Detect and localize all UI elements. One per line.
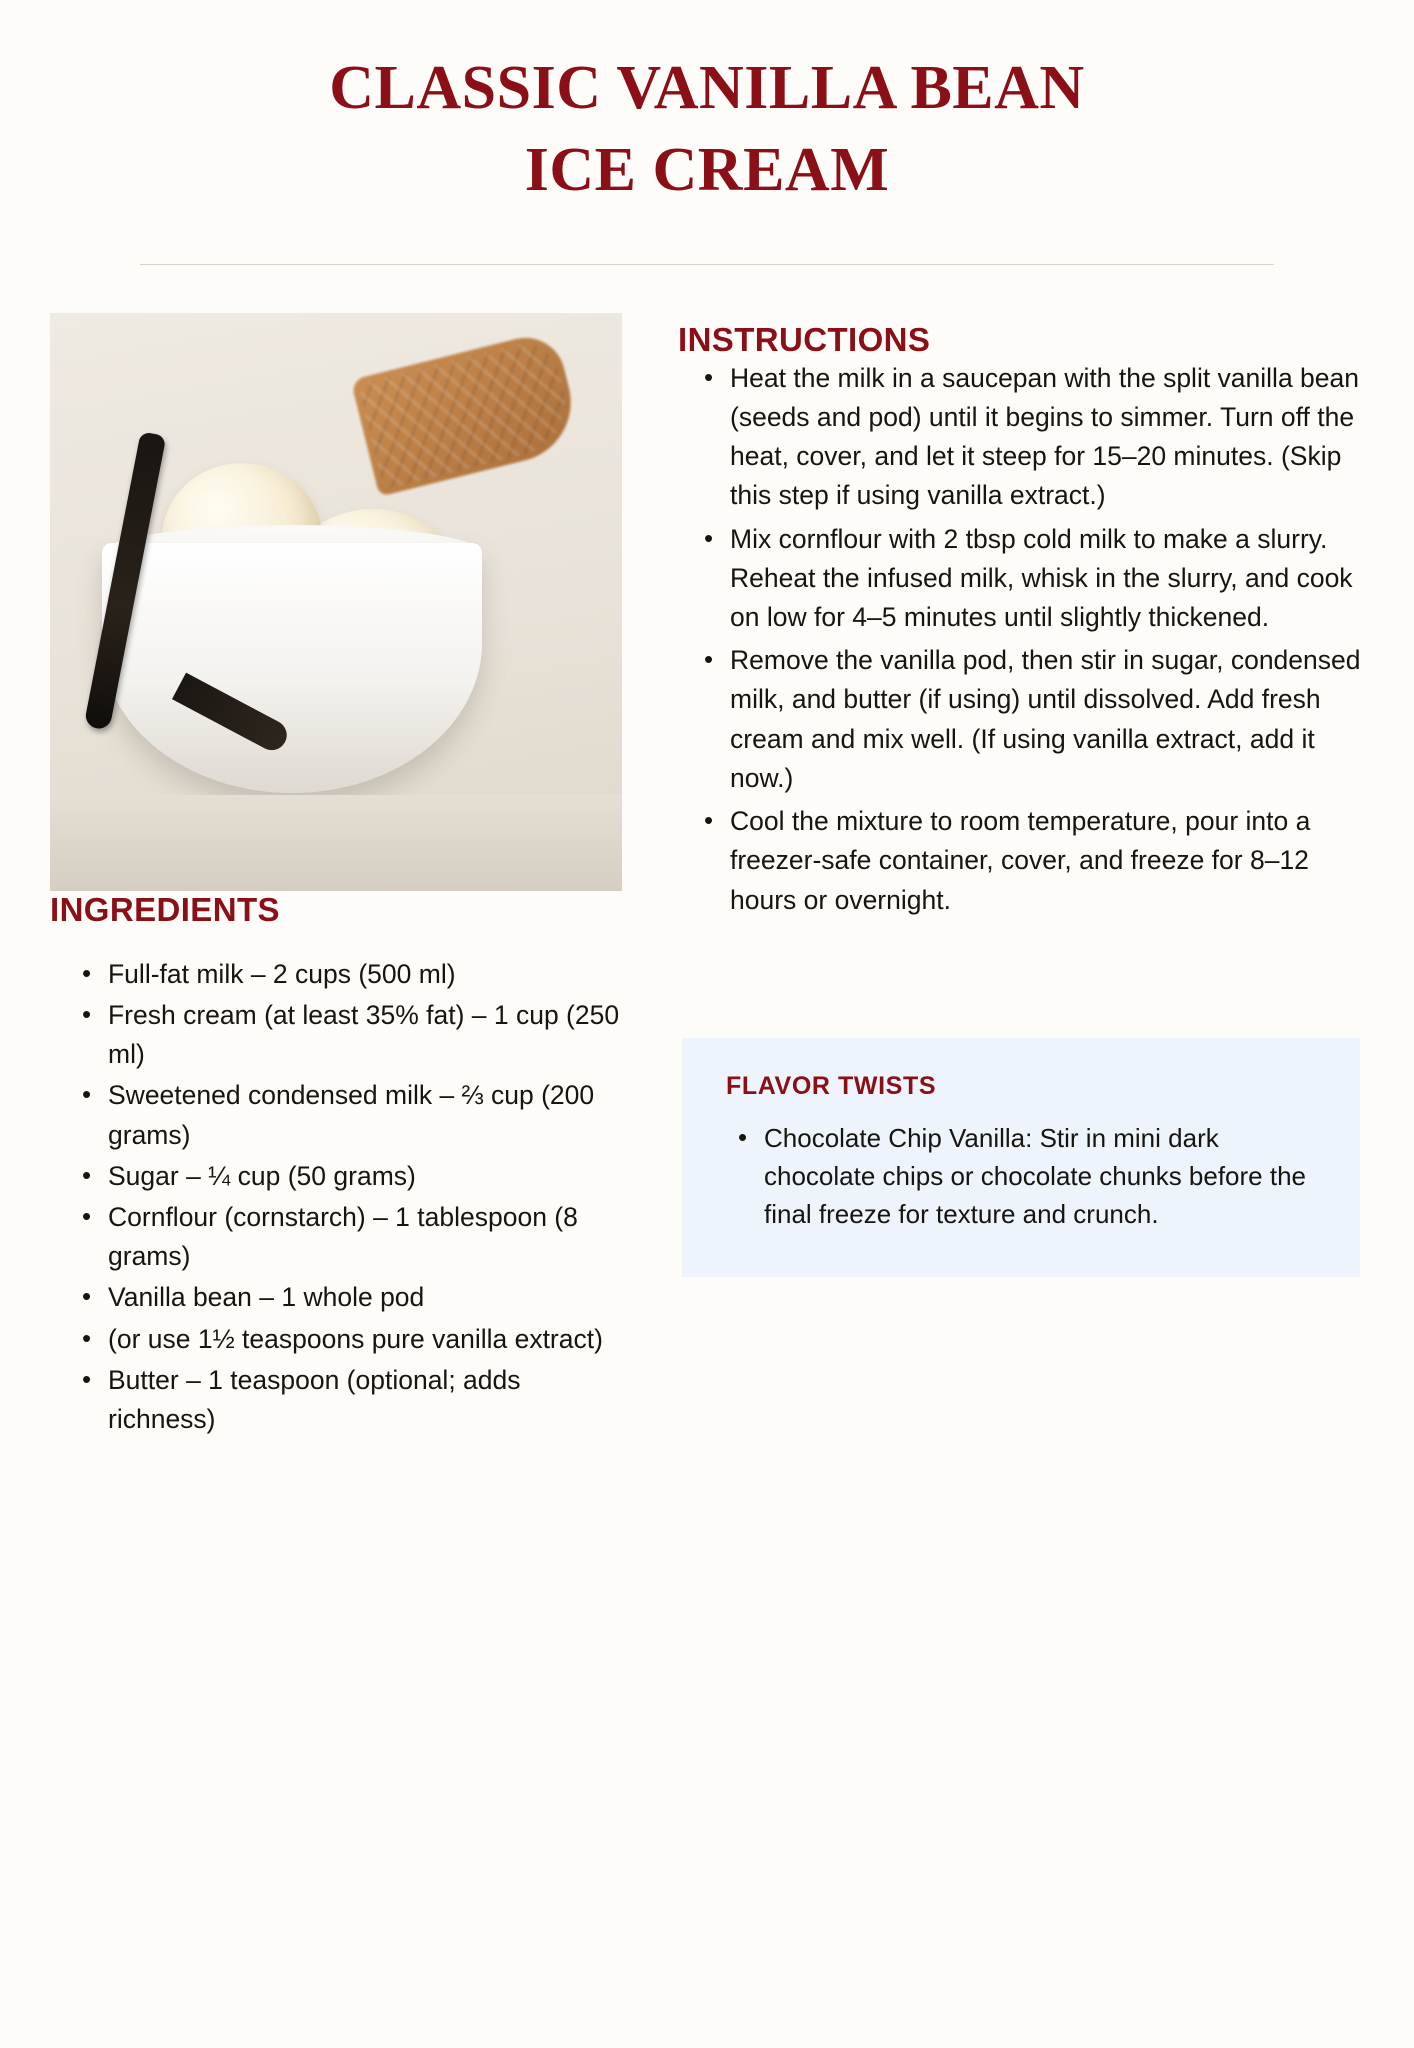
list-item: • Vanilla bean – 1 whole pod (108, 1278, 622, 1317)
recipe-page (0, 48, 1414, 2048)
right-column (678, 313, 1364, 1442)
list-item: • Mix cornflour with 2 tbsp cold milk to make a slurry. Reheat the infused milk, whisk in the slurry, and cook on low for 4–5 minutes until slightly thickened. (730, 520, 1364, 638)
list-item: • Cornflour (cornstarch) – 1 tablespoon (8 grams) (108, 1198, 622, 1276)
ice-cream-photo (50, 313, 622, 891)
list-item: • Remove the vanilla pod, then stir in sugar, condensed milk, and butter (if using) until dissolved. Add fresh cream and mix well. (If using vanilla extract, add it now.) (730, 641, 1364, 798)
page-title-line-1: CLASSIC VANILLA BEAN (329, 54, 1085, 122)
instructions-heading: INSTRUCTIONS (678, 320, 931, 358)
list-item: • Sugar – ¼ cup (50 grams) (108, 1157, 622, 1196)
ingredients-heading: INGREDIENTS (50, 890, 280, 928)
flavor-twists-callout (682, 1038, 1360, 1278)
instructions-list (678, 359, 1364, 920)
content-columns (50, 313, 1364, 1442)
title-divider (140, 264, 1274, 265)
page-title-line-2: ICE CREAM (524, 135, 890, 204)
flavor-twists-list (716, 1119, 1326, 1234)
ingredients-list (50, 955, 622, 1440)
flavor-twists-heading: FLAVOR TWISTS (726, 1071, 937, 1100)
list-item: • Full-fat milk – 2 cups (500 ml) (108, 955, 622, 994)
list-item: • Sweetened condensed milk – ⅔ cup (200 grams) (108, 1076, 622, 1154)
list-item: • (or use 1½ teaspoons pure vanilla extract) (108, 1320, 622, 1359)
list-item: • Cool the mixture to room temperature, pour into a freezer-safe container, cover, and freeze for 8–12 hours or overnight. (730, 802, 1364, 920)
list-item: • Heat the milk in a saucepan with the split vanilla bean (seeds and pod) until it begins to simmer. Turn off the heat, cover, and let it steep for 15–20 minutes. (Skip this step if using vanilla extract.) (730, 359, 1364, 516)
list-item: • Chocolate Chip Vanilla: Stir in mini dark chocolate chips or chocolate chunks before the final freeze for texture and crunch. (764, 1119, 1326, 1234)
left-column (50, 313, 622, 1442)
list-item: • Butter – 1 teaspoon (optional; adds richness) (108, 1361, 622, 1439)
page-title (110, 48, 1304, 212)
list-item: • Fresh cream (at least 35% fat) – 1 cup (250 ml) (108, 996, 622, 1074)
table-surface (50, 795, 622, 891)
